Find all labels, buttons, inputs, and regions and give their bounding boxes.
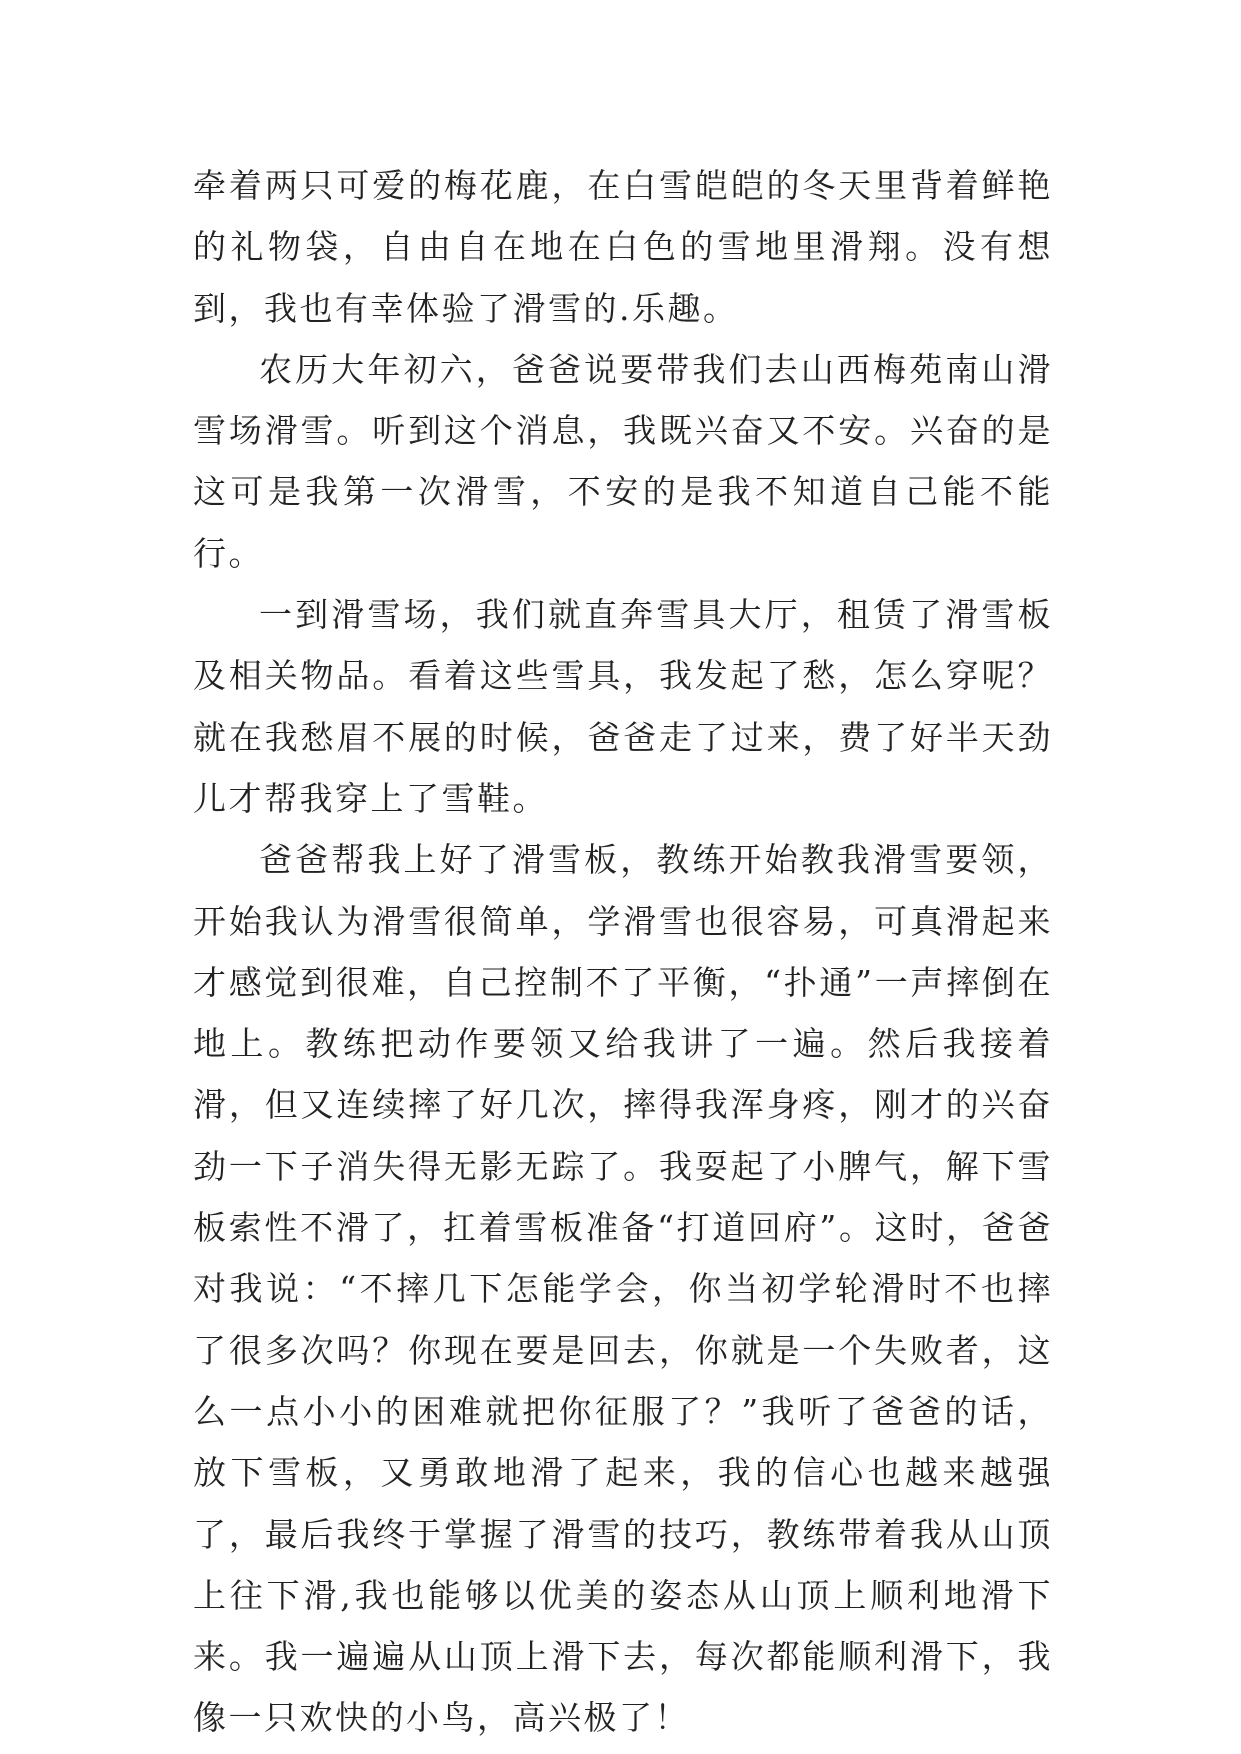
document-body	[193, 155, 1053, 1749]
paragraph-3: 一到滑雪场，我们就直奔雪具大厅，租赁了滑雪板及相关物品。看着这些雪具，我发起了愁，怎么穿呢？就在我愁眉不展的时候，爸爸走了过来，费了好半天劲儿才帮我穿上了雪鞋。	[193, 595, 1053, 818]
paragraph-1: 牵着两只可爱的梅花鹿，在白雪皑皑的冬天里背着鲜艳的礼物袋，自由自在地在白色的雪地里滑翔。没有想到，我也有幸体验了滑雪的.乐趣。	[193, 166, 1053, 328]
paragraph-4: 爸爸帮我上好了滑雪板，教练开始教我滑雪要领，开始我认为滑雪很简单，学滑雪也很容易，可真滑起来才感觉到很难，自己控制不了平衡，“扑通”一声摔倒在地上。教练把动作要领又给我讲了一遍。然后我接着滑，但又连续摔了好几次，摔得我浑身疼，刚才的兴奋劲一下子消失得无影无踪了。我耍起了小脾气，解下雪板索性不滑了，扛着雪板准备“打道回府”。这时，爸爸对我说：“不摔几下怎能学会，你当初学轮滑时不也摔了很多次吗？你现在要是回去，你就是一个失败者，这么一点小小的困难就把你征服了？”我听了爸爸的话，放下雪板，又勇敢地滑了起来，我的信心也越来越强了，最后我终于掌握了滑雪的技巧，教练带着我从山顶上往下滑,我也能够以优美的姿态从山顶上顺利地滑下来。我一遍遍从山顶上滑下去，每次都能顺利滑下，我像一只欢快的小鸟，高兴极了！	[193, 840, 1053, 1738]
paragraph-2: 农历大年初六，爸爸说要带我们去山西梅苑南山滑雪场滑雪。听到这个消息，我既兴奋又不安。兴奋的是这可是我第一次滑雪，不安的是我不知道自己能不能行。	[193, 349, 1053, 573]
